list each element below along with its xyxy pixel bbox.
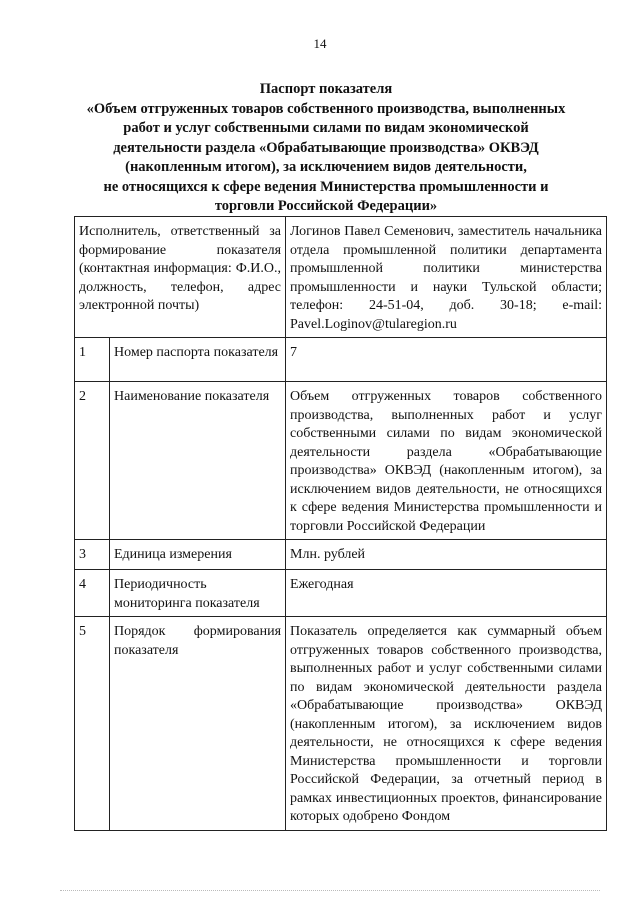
- title-line: (накопленным итогом), за исключением видов деятельности,: [125, 159, 527, 175]
- title-line: деятельности раздела «Обрабатывающие производства» ОКВЭД: [113, 139, 539, 156]
- executor-value: Логинов Павел Семенович, заместитель начальника отдела промышленной политики департамента промышленной политики министерства промышленности и науки Тульской области; телефон: 24-51-04, доб. 30-18; e-mail: Pavel.Loginov@tularegion.ru: [286, 217, 607, 338]
- row-label: Порядок формирования показателя: [110, 617, 286, 831]
- row-label: Наименование показателя: [110, 382, 286, 540]
- row-number: 1: [75, 338, 110, 382]
- document-title: [60, 80, 592, 217]
- passport-table: [74, 216, 607, 831]
- executor-label: Исполнитель, ответственный за формирование показателя (контактная информация: Ф.И.О., должность, телефон, адрес электронной почты): [75, 217, 286, 338]
- row-label: Периодичность мониторинга показателя: [110, 570, 286, 617]
- executor-row: [75, 217, 607, 338]
- row-value: Ежегодная: [286, 570, 607, 617]
- scan-footer-marks: [60, 890, 600, 893]
- table-row: [75, 540, 607, 570]
- row-value: Млн. рублей: [286, 540, 607, 570]
- table-row: [75, 570, 607, 617]
- row-number: 3: [75, 540, 110, 570]
- row-number: 4: [75, 570, 110, 617]
- row-value: 7: [286, 338, 607, 382]
- table-row: [75, 382, 607, 540]
- title-line: не относящихся к сфере ведения Министерства промышленности и: [103, 178, 549, 195]
- title-line: торговли Российской Федерации»: [214, 198, 438, 214]
- row-number: 2: [75, 382, 110, 540]
- row-value: Показатель определяется как суммарный объем отгруженных товаров собственного производства, выполненных работ и услуг собственными силами по видам экономической деятельности раздела «Обрабатывающие производства» ОКВЭД (накопленным итогом), за исключением видов деятельности, не относящихся к сфере ведения Министерства промышленности и торговли Российской Федерации, за отчетный период в рамках инвестиционных проектов, финансирование которых одобрено Фондом: [286, 617, 607, 831]
- row-label: Номер паспорта показателя: [110, 338, 286, 382]
- page-number: 14: [313, 36, 327, 51]
- title-line: Паспорт показателя: [259, 81, 393, 97]
- title-line: «Объем отгруженных товаров собственного производства, выполненных: [86, 100, 566, 117]
- table-row: [75, 617, 607, 831]
- row-value: Объем отгруженных товаров собственного производства, выполненных работ и услуг собственными силами по видам экономической деятельности раздела «Обрабатывающие производства» ОКВЭД (накопленным итогом), за исключением видов деятельности, не относящихся к сфере ведения Министерства промышленности и торговли Российской Федерации: [286, 382, 607, 540]
- row-number: 5: [75, 617, 110, 831]
- table-row: [75, 338, 607, 382]
- row-label: Единица измерения: [110, 540, 286, 570]
- title-line: работ и услуг собственными силами по видам экономической: [123, 120, 529, 136]
